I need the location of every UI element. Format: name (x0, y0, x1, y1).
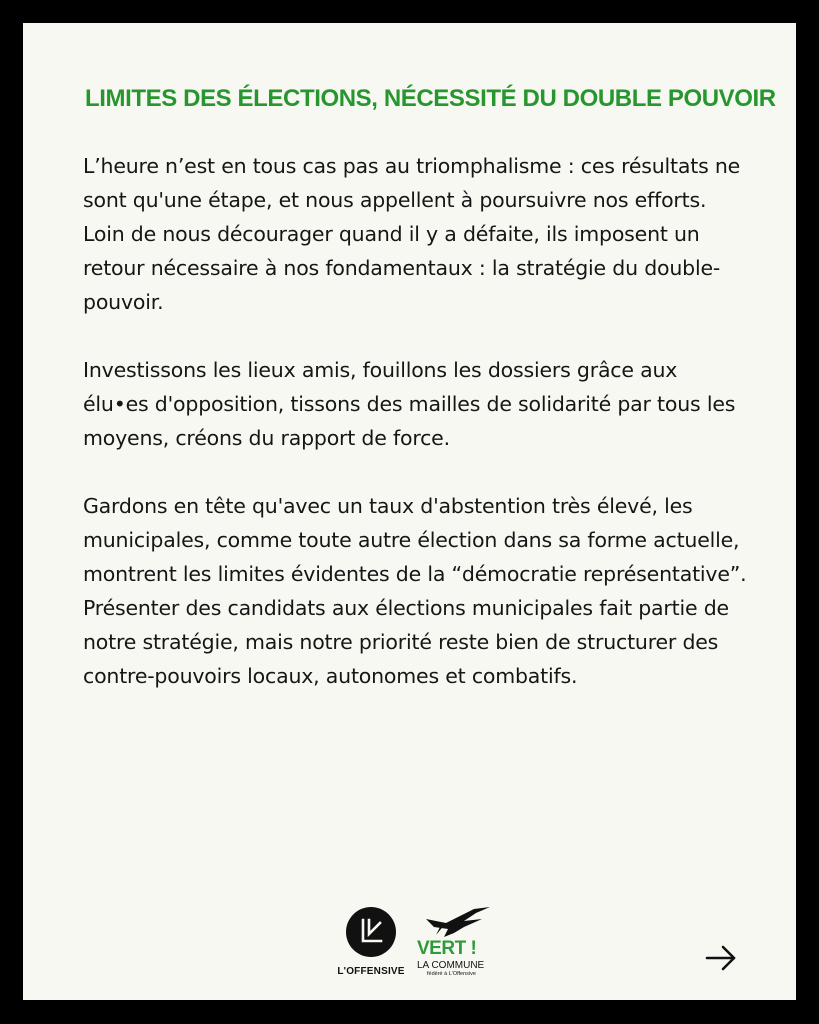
paragraph-2: Investissons les lieux amis, fouillons les dossiers grâce aux élu•es d'opposition, tissons des mailles de solidarité par tous les moyens, créons du rapport de force. (83, 358, 736, 450)
slide-footer (23, 903, 796, 993)
arrow-right-icon[interactable] (704, 941, 738, 975)
offensive-logo-icon (346, 907, 396, 957)
paragraph-1: L’heure n’est en tous cas pas au triomphalisme : ces résultats ne sont qu'une étape, et nous appellent à poursuivre nos efforts. Loin de nous décourager quand il y a défaite, ils imposent un retour nécessaire à nos fondamentaux : la stratégie du double-pouvoir. (83, 154, 741, 314)
vert-title: VERT ! (417, 938, 477, 959)
vert-la-commune-logo (416, 905, 496, 985)
federe-tagline: fédéré à L'Offensive (427, 971, 476, 977)
offensive-logo (335, 907, 407, 977)
swallow-bird-icon (424, 905, 492, 939)
slide-heading: LIMITES DES ÉLECTIONS, NÉCESSITÉ DU DOUBLE POUVOIR (85, 85, 776, 112)
offensive-logo-name: L'OFFENSIVE (337, 966, 405, 977)
paragraph-3: Gardons en tête qu'avec un taux d'abstention très élevé, les municipales, comme toute autre élection dans sa forme actuelle, montrent les limites évidentes de la “démocratie représentative”. Présenter des candidats aux élections municipales fait partie de notre stratégie, mais notre priorité reste bien de structurer des contre-pouvoirs locaux, autonomes et combatifs. (83, 494, 747, 688)
slide-body (83, 149, 748, 727)
slide-card (23, 23, 796, 1000)
commune-subtitle: LA COMMUNE (417, 960, 485, 971)
